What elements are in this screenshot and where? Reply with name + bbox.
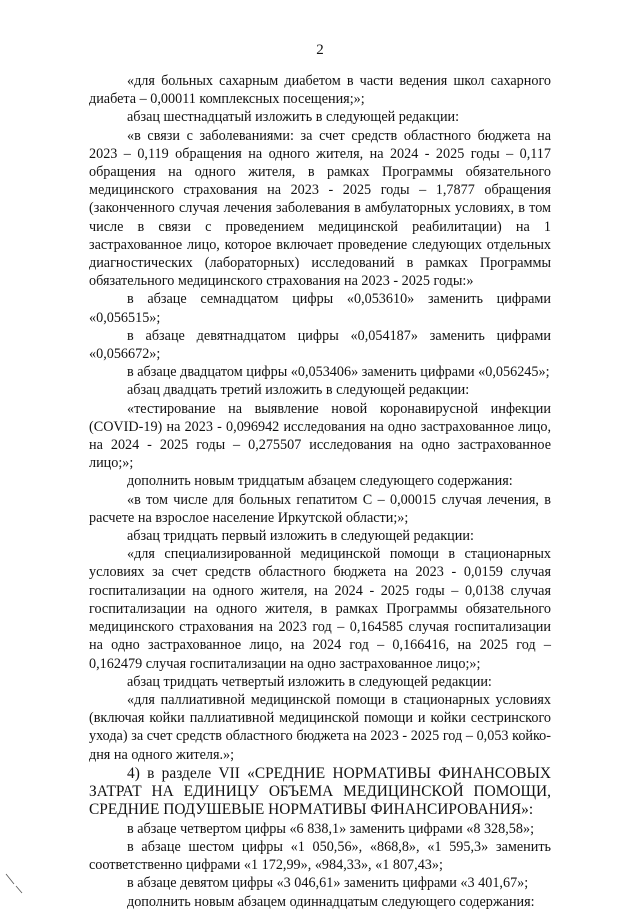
scan-artifact [2, 872, 32, 896]
paragraph: в абзаце девятнадцатом цифры «0,054187» заменить цифрами «0,056672»; [89, 327, 551, 363]
paragraph: абзац двадцать третий изложить в следующей редакции: [127, 382, 470, 399]
paragraph: абзац тридцать четвертый изложить в следующей редакции: [127, 673, 492, 690]
paragraph: «в том числе для больных гепатитом С – 0,00015 случая лечения, в расчете на взрослое население Иркутской области;»; [89, 491, 551, 526]
paragraph: абзац тридцать первый изложить в следующей редакции: [127, 528, 474, 545]
paragraph: в абзаце шестом цифры «1 050,56», «868,8», «1 595,3» заменить соответственно цифрами «1 172,99», «984,33», «1 807,43»; [89, 838, 551, 874]
paragraph: в абзаце семнадцатом цифры «0,053610» заменить цифрами «0,056515»; [89, 291, 551, 326]
paragraph: в абзаце четвертом цифры «6 838,1» заменить цифрами «8 328,58»; [127, 820, 535, 837]
paragraph: «для больных сахарным диабетом в части ведения школ сахарного диабета – 0,00011 комплексных посещения;»; [89, 73, 551, 108]
paragraph: «в связи с заболеваниями: за счет средств областного бюджета на 2023 – 0,119 обращения на одного жителя, на 2024 - 2025 годы – 0,117 обращения на одного жителя, в рамках Программы обязательного медицинского страхования на 2023 - 2025 годы – 1,7877 обращения (законченного случая лечения заболевания в амбулаторных условиях, в том числе в связи с проведением медицинской реабилитации) на 1 застрахованное лицо, которое включает проведение следующих отдельных диагностических (лабораторных) исследований в рамках Программы обязательного медицинского страхования на 2023 - 2025 годы:» [89, 127, 551, 290]
document-body [89, 72, 551, 911]
page-number: 2 [316, 42, 324, 58]
paragraph: в абзаце двадцатом цифры «0,053406» заменить цифрами «0,056245»; [127, 364, 550, 381]
paragraph: дополнить новым тридцатым абзацем следующего содержания: [127, 473, 513, 490]
paragraph: абзац шестнадцатый изложить в следующей редакции: [127, 109, 460, 126]
paragraph: «для специализированной медицинской помощи в стационарных условиях за счет средств областного бюджета на 2023 - 0,0159 случая госпитализации на одного жителя, на 2024 - 2025 годы – 0,0138 случая госпитализации на одного жителя, в рамках Программы обязательного медицинского страхования на 2023 год – 0,164585 случая госпитализации на одно застрахованное лицо, на 2024 год – 0,166416, на 2025 год – 0,162479 случая госпитализации на одно застрахованное лицо;»; [89, 546, 551, 672]
paragraph: дополнить новым абзацем одиннадцатым следующего содержания: [127, 893, 535, 910]
paragraph: «для паллиативной медицинской помощи в стационарных условиях (включая койки паллиативной медицинской помощи и койки сестринского ухода) за счет средств областного бюджета на 2023 - 2025 год – 0,053 койко-дня на одного жителя.»; [89, 691, 551, 763]
section-heading-paragraph: 4) в разделе VII «СРЕДНИЕ НОРМАТИВЫ ФИНАНСОВЫХ ЗАТРАТ НА ЕДИНИЦУ ОБЪЕМА МЕДИЦИНСКОЙ ПОМОЩИ, СРЕДНИЕ ПОДУШЕВЫЕ НОРМАТИВЫ ФИНАНСИРОВАНИЯ»: [89, 764, 551, 818]
paragraph: в абзаце девятом цифры «3 046,61» заменить цифрами «3 401,67»; [127, 875, 529, 892]
paragraph: «тестирование на выявление новой коронавирусной инфекции (COVID-19) на 2023 - 0,096942 исследования на одно застрахованное лицо, на 2024 - 2025 годы – 0,275507 исследования на одно застрахованное лицо;»; [89, 400, 551, 472]
